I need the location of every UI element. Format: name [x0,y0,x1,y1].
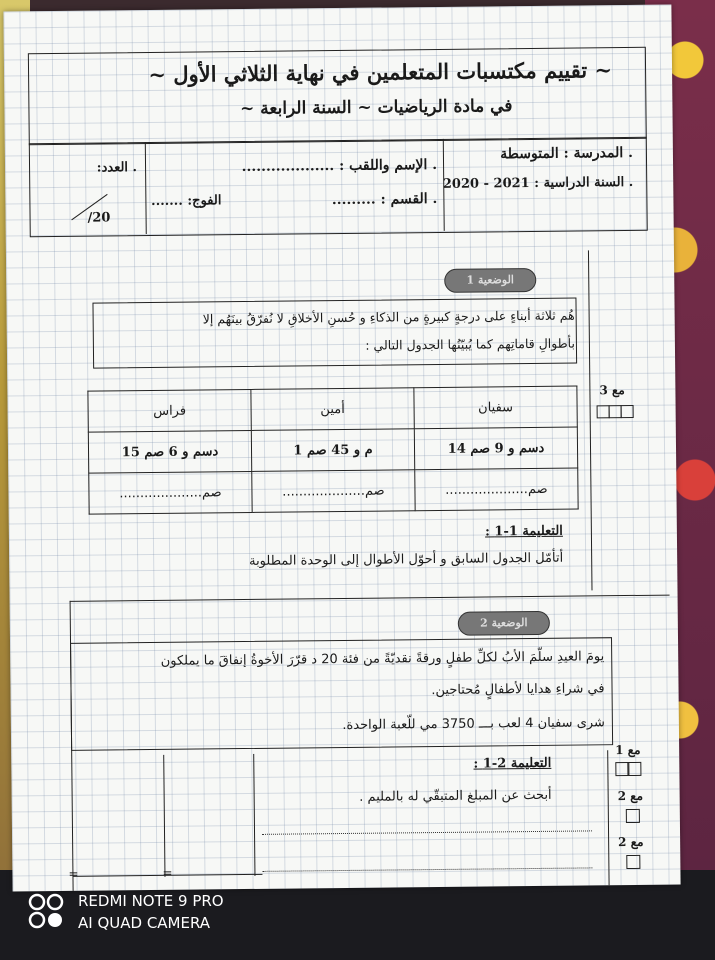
work-column-1 [163,755,165,877]
margin-line-s1 [588,250,593,590]
work-column-2 [253,754,255,876]
table-cell: 14 دسم و 9 صم [414,427,577,470]
score-s2-1: مع 1 [615,742,641,758]
situation2-text-2: في شراءِ هدايا لأطفالٍ مُحتاجين. [431,681,605,699]
grade-value: /20 [87,210,111,226]
instruction2-text: أبحث عن المبلغ المتبقّي له بالمليم . [359,787,552,805]
table-header-cell: أمين [251,388,414,431]
situation1-text-2: بأطوالِ قاماتِهم كما يُبيّنُها الجدول التالي : [365,335,575,353]
school-label: . المدرسة : المتوسطة [500,144,634,163]
score-box [626,855,640,869]
name-field: . الإسم واللقب : ................... [241,156,438,176]
situation2-text-3: شرى سفيان 4 لعب بـــ 3750 مي للّعبة الواحدة. [342,715,605,734]
table-header-cell: فراس [88,389,251,432]
table-header-cell: سفيان [414,386,577,429]
exam-sheet [3,5,680,892]
score-s2-2: مع 2 [617,788,644,804]
grade-label: . العدد: [96,160,138,176]
answer-line-2[interactable] [262,867,592,871]
lengths-table [87,386,578,515]
situation2-badge: الوضعية 2 [458,611,550,636]
table-blank-cell[interactable]: ....................صم [89,471,252,514]
situation2-text-1: يومَ العيدِ سلّمَ الأبُ لكلِّ طفلٍ ورقةً نقديّةً من فئة 20 د قرّرَ الأخوةُ إنفاقَ ما يملكون [160,649,605,669]
score-s2-3: مع 2 [618,834,644,850]
camera-logo-icon [28,893,66,933]
score-s1: مع 3 [599,383,625,398]
score-boxes-s1 [598,403,634,422]
table-cell: 15 دسم و 6 صم [88,430,251,473]
table-row [89,468,578,514]
situation1-text-1: هُم ثلاثة أبناءٍ على درجةٍ كبيرةٍ من الذكاءِ و حُسنِ الأخلاقِ لا نُفرّقُ بينَهُم إلا [202,307,575,327]
table-blank-cell[interactable]: ....................صم [415,468,578,511]
table-blank-cell[interactable]: ....................صم [252,470,415,513]
instruction1-title: التعليمة 1-1 : [484,523,563,540]
score-box [627,762,641,776]
section-field: . القسم : ......... [331,190,438,209]
answer-line-1[interactable] [262,830,592,834]
exam-title: ~ تقييم مكتسبات المتعلمين في نهاية الثلاثي الأول ~ [148,57,613,88]
situation1-badge: الوضعية 1 [444,268,536,293]
table-row [88,427,577,473]
table-cell: 1 م و 45 صم [251,429,414,472]
margin-line-s2 [607,750,609,885]
exam-subtitle: في مادة الرياضيات ~ السنة الرابعة ~ [239,96,513,120]
camera-watermark-line1: REDMI NOTE 9 PRO [78,892,224,910]
equals-1: = [68,866,79,881]
score-box [626,809,640,823]
instruction2-title: التعليمة 2-1 : [473,755,552,772]
separator-s2 [70,595,670,602]
group-field: الفوج: ....... [151,193,222,209]
table-header-row [88,386,577,432]
instruction1-text: أتأمّل الجدول السابق و أحوّل الأطوال إلى الوحدة المطلوبة [248,550,564,569]
equals-2: = [162,865,173,880]
camera-watermark-line2: AI QUAD CAMERA [78,914,211,932]
school-year: . السنة الدراسية : 2021 - 2020 [442,174,634,192]
camera-watermark [78,890,224,934]
